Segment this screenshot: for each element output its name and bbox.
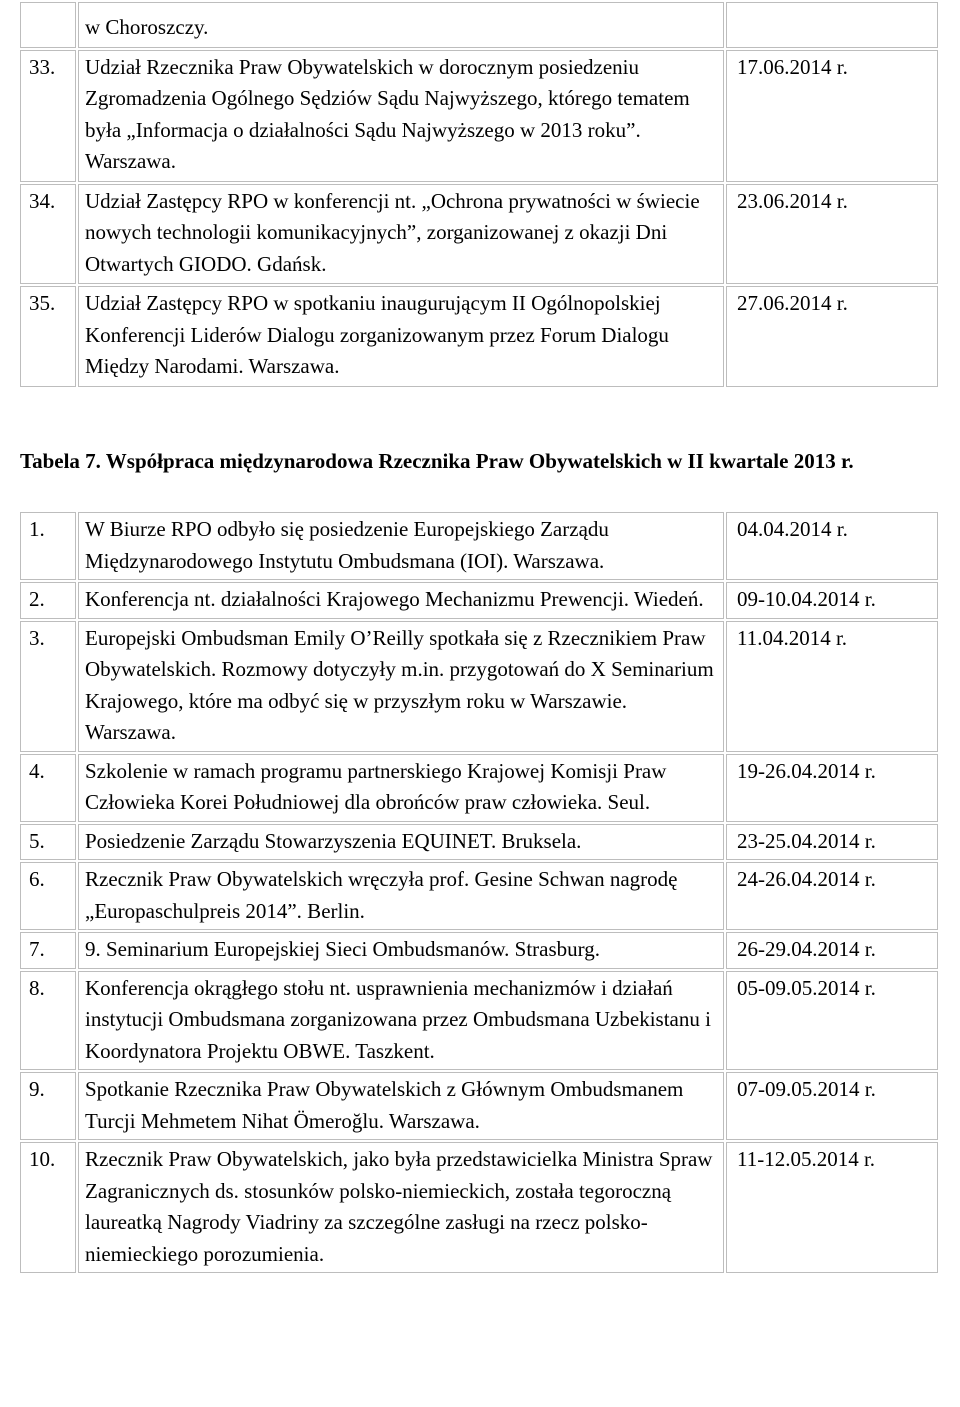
row-description: Rzecznik Praw Obywatelskich, jako była przedstawicielka Ministra Spraw Zagranicznych ds. stosunków polsko-niemieckich, została tegoroczną laureatką Nagrody Viadriny za szczególne zasługi na rzecz polsko-niemieckiego porozumienia. — [78, 1142, 724, 1273]
table-row — [20, 862, 938, 930]
row-date: 27.06.2014 r. — [726, 286, 938, 387]
table-row — [20, 582, 938, 619]
row-date: 04.04.2014 r. — [726, 512, 938, 580]
row-number: 33. — [20, 50, 76, 182]
table-row — [20, 754, 938, 822]
row-number: 3. — [20, 621, 76, 752]
table-row — [20, 184, 938, 285]
table-row — [20, 971, 938, 1071]
row-description: Europejski Ombudsman Emily O’Reilly spotkała się z Rzecznikiem Praw Obywatelskich. Rozmowy dotyczyły m.in. przygotowań do X Seminarium Krajowego, które ma odbyć się w przyszłym roku w Warszawie. Warszawa. — [78, 621, 724, 752]
row-number: 9. — [20, 1072, 76, 1140]
row-description: w Choroszczy. — [78, 2, 724, 48]
row-description: Rzecznik Praw Obywatelskich wręczyła prof. Gesine Schwan nagrodę „Europaschulpreis 2014”. Berlin. — [78, 862, 724, 930]
row-description: W Biurze RPO odbyło się posiedzenie Europejskiego Zarządu Międzynarodowego Instytutu Ombudsmana (IOI). Warszawa. — [78, 512, 724, 580]
row-number — [20, 2, 76, 48]
row-number: 2. — [20, 582, 76, 619]
row-date: 11.04.2014 r. — [726, 621, 938, 752]
row-number: 8. — [20, 971, 76, 1071]
table-row — [20, 50, 938, 182]
row-description: Konferencja okrągłego stołu nt. usprawnienia mechanizmów i działań instytucji Ombudsmana zorganizowana przez Ombudsmana Uzbekistanu i Koordynatora Projektu OBWE. Taszkent. — [78, 971, 724, 1071]
table-row — [20, 621, 938, 752]
table-row — [20, 2, 938, 48]
row-date: 11-12.05.2014 r. — [726, 1142, 938, 1273]
row-description: Posiedzenie Zarządu Stowarzyszenia EQUINET. Bruksela. — [78, 824, 724, 861]
row-date: 19-26.04.2014 r. — [726, 754, 938, 822]
row-description: Udział Zastępcy RPO w spotkaniu inaugurującym II Ogólnopolskiej Konferencji Liderów Dialogu zorganizowanym przez Forum Dialogu Między Narodami. Warszawa. — [78, 286, 724, 387]
table-row — [20, 286, 938, 387]
row-description: 9. Seminarium Europejskiej Sieci Ombudsmanów. Strasburg. — [78, 932, 724, 969]
row-date: 26-29.04.2014 r. — [726, 932, 938, 969]
row-date: 23.06.2014 r. — [726, 184, 938, 285]
row-number: 34. — [20, 184, 76, 285]
row-date: 17.06.2014 r. — [726, 50, 938, 182]
row-description: Konferencja nt. działalności Krajowego Mechanizmu Prewencji. Wiedeń. — [78, 582, 724, 619]
table-row — [20, 824, 938, 861]
row-number: 1. — [20, 512, 76, 580]
previous-table — [18, 0, 940, 389]
row-date: 23-25.04.2014 r. — [726, 824, 938, 861]
row-date: 07-09.05.2014 r. — [726, 1072, 938, 1140]
table-row — [20, 932, 938, 969]
row-date — [726, 2, 938, 48]
table-caption: Tabela 7. Współpraca międzynarodowa Rzecznika Praw Obywatelskich w II kwartale 2013 r. — [20, 449, 854, 473]
row-date: 09-10.04.2014 r. — [726, 582, 938, 619]
international-cooperation-table — [18, 510, 940, 1275]
row-number: 4. — [20, 754, 76, 822]
row-number: 7. — [20, 932, 76, 969]
row-description: Spotkanie Rzecznika Praw Obywatelskich z Głównym Ombudsmanem Turcji Mehmetem Nihat Ömeroğlu. Warszawa. — [78, 1072, 724, 1140]
row-description: Udział Rzecznika Praw Obywatelskich w dorocznym posiedzeniu Zgromadzenia Ogólnego Sędziów Sądu Najwyższego, którego tematem była „Informacja o działalności Sądu Najwyższego w 2013 roku”. Warszawa. — [78, 50, 724, 182]
table-row — [20, 512, 938, 580]
row-number: 6. — [20, 862, 76, 930]
row-number: 35. — [20, 286, 76, 387]
table-row — [20, 1072, 938, 1140]
row-date: 05-09.05.2014 r. — [726, 971, 938, 1071]
row-number: 5. — [20, 824, 76, 861]
row-description: Udział Zastępcy RPO w konferencji nt. „Ochrona prywatności w świecie nowych technologii komunikacyjnych”, zorganizowanej z okazji Dni Otwartych GIODO. Gdańsk. — [78, 184, 724, 285]
row-number: 10. — [20, 1142, 76, 1273]
table-row — [20, 1142, 938, 1273]
row-description: Szkolenie w ramach programu partnerskiego Krajowej Komisji Praw Człowieka Korei Południowej dla obrońców praw człowieka. Seul. — [78, 754, 724, 822]
row-date: 24-26.04.2014 r. — [726, 862, 938, 930]
